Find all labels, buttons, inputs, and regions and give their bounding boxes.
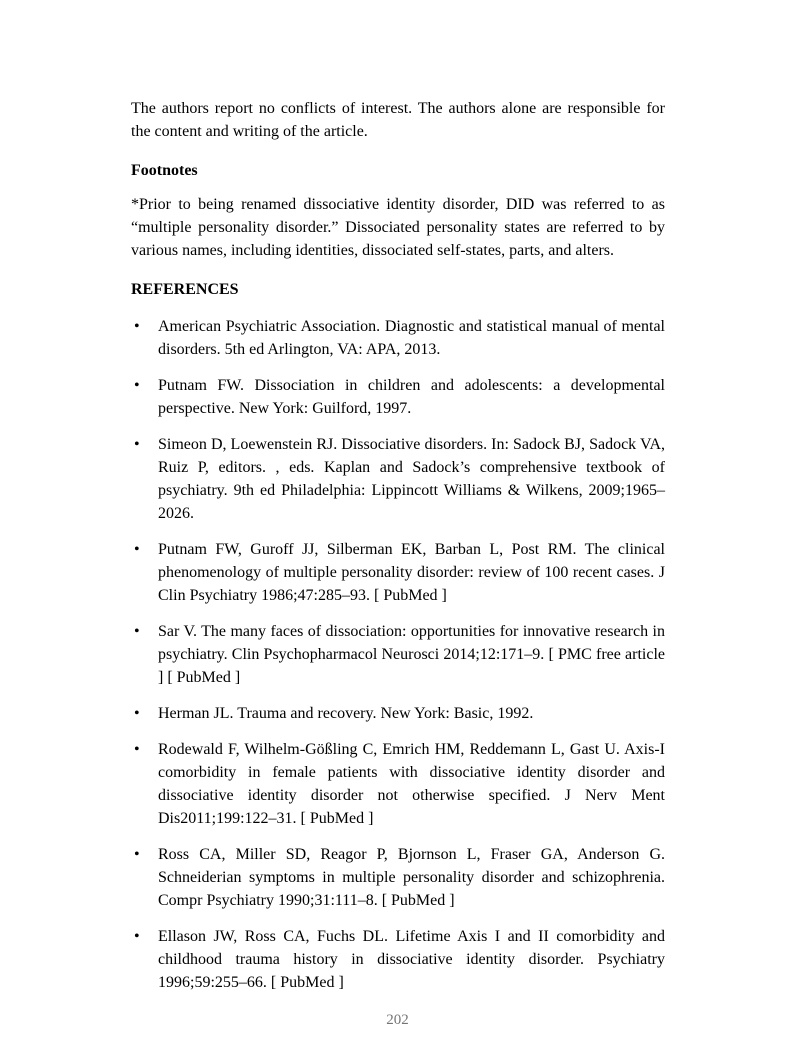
reference-item bbox=[131, 843, 665, 912]
reference-text: Putnam FW. Dissociation in children and adolescents: a developmental perspective. New York: Guilford, 1997. bbox=[158, 377, 665, 417]
reference-item bbox=[131, 702, 665, 725]
references-list bbox=[131, 315, 665, 994]
reference-text: Ellason JW, Ross CA, Fuchs DL. Lifetime Axis I and II comorbidity and childhood trauma history in dissociative identity disorder. Psychiatry 1996;59:255–66. bbox=[158, 928, 665, 991]
bullet-icon: • bbox=[134, 741, 140, 758]
reference-item bbox=[131, 538, 665, 607]
reference-item bbox=[131, 374, 665, 420]
references-heading: REFERENCES bbox=[131, 281, 239, 298]
reference-text: Sar V. The many faces of dissociation: opportunities for innovative research in psychiatry. Clin Psychopharmacol Neurosci 2014;12:171–9. bbox=[158, 623, 665, 663]
reference-text: American Psychiatric Association. Diagnostic and statistical manual of mental disorders. 5th ed Arlington, VA: APA, 2013. bbox=[158, 318, 665, 358]
reference-text: Ross CA, Miller SD, Reagor P, Bjornson L, Fraser GA, Anderson G. Schneiderian symptoms in multiple personality disorder and schizophrenia. Compr Psychiatry 1990;31:111–8. bbox=[158, 846, 665, 909]
reference-text: Herman JL. Trauma and recovery. New York: Basic, 1992. bbox=[158, 705, 534, 722]
conflict-of-interest-statement: The authors report no conflicts of interest. The authors alone are responsible for the content and writing of the article. bbox=[131, 100, 665, 140]
reference-item bbox=[131, 620, 665, 689]
bullet-icon: • bbox=[134, 846, 140, 863]
bullet-icon: • bbox=[134, 705, 140, 722]
bullet-icon: • bbox=[134, 436, 140, 453]
article-body bbox=[131, 97, 665, 1007]
reference-item bbox=[131, 315, 665, 361]
reference-text: Rodewald F, Wilhelm-Gößling C, Emrich HM, Reddemann L, Gast U. Axis-I comorbidity in female patients with dissociative identity disorder and dissociative identity disorder not otherwise specified. J Nerv Ment Dis2011;199:122–31. bbox=[158, 741, 665, 827]
pubmed-link[interactable]: [ PubMed ] bbox=[270, 974, 344, 991]
bullet-icon: • bbox=[134, 318, 140, 335]
reference-text: Simeon D, Loewenstein RJ. Dissociative disorders. In: Sadock BJ, Sadock VA, Ruiz P, editors. , eds. Kaplan and Sadock’s comprehensive textbook of psychiatry. 9th ed Philadelphia: Lippincott Williams & Wilkens, 2009;1965–2026. bbox=[158, 436, 665, 522]
pubmed-link[interactable]: [ PubMed ] bbox=[167, 669, 241, 686]
pubmed-link[interactable]: [ PubMed ] bbox=[381, 892, 455, 909]
pubmed-link[interactable]: [ PubMed ] bbox=[374, 587, 447, 604]
reference-item bbox=[131, 738, 665, 830]
bullet-icon: • bbox=[134, 377, 140, 394]
reference-item bbox=[131, 925, 665, 994]
footnotes-heading: Footnotes bbox=[131, 162, 198, 179]
bullet-icon: • bbox=[134, 541, 140, 558]
page-number: 202 bbox=[386, 1012, 409, 1028]
reference-text: Putnam FW, Guroff JJ, Silberman EK, Barban L, Post RM. The clinical phenomenology of multiple personality disorder: review of 100 recent cases. J Clin Psychiatry 1986;47:285–93. bbox=[158, 541, 665, 604]
bullet-icon: • bbox=[134, 623, 140, 640]
pubmed-link[interactable]: [ PubMed ] bbox=[300, 810, 374, 827]
reference-item bbox=[131, 433, 665, 525]
footnote-text: *Prior to being renamed dissociative identity disorder, DID was referred to as “multiple personality disorder.” Dissociated personality states are referred to by various names, including identities, dissociated self-states, parts, and alters. bbox=[131, 196, 665, 259]
pmc-free-article-link[interactable]: [ PMC free article ] bbox=[158, 646, 666, 686]
bullet-icon: • bbox=[134, 928, 140, 945]
